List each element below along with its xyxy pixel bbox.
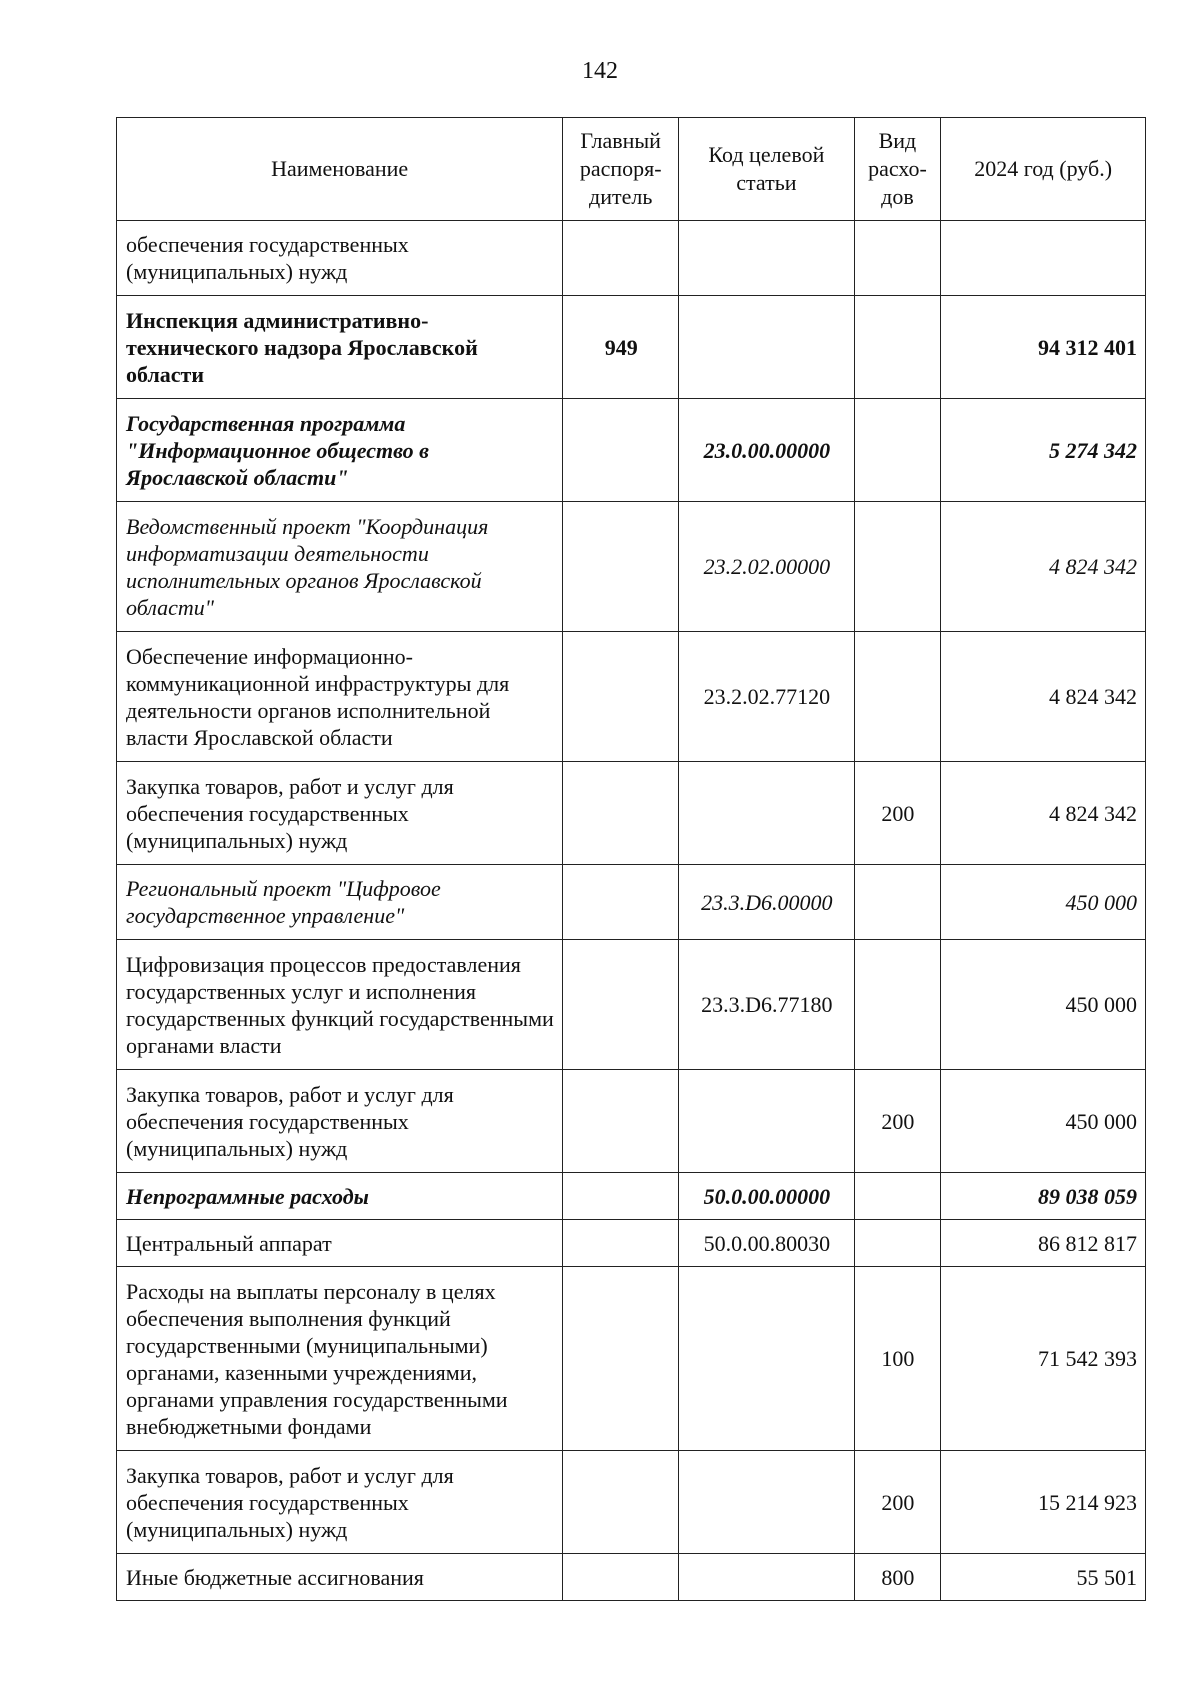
- cell-name: Региональный проект "Цифровое государственное управление": [117, 865, 563, 940]
- cell-code: 23.2.02.00000: [679, 502, 854, 632]
- cell-vid: [854, 865, 941, 940]
- cell-name: Цифровизация процессов предоставления государственных услуг и исполнения государственных функций государственными органами власти: [117, 940, 563, 1070]
- cell-grbs: [563, 1267, 679, 1451]
- cell-vid: 200: [854, 1451, 941, 1554]
- budget-table: [116, 117, 1146, 1601]
- cell-name: Обеспечение информационно-коммуникационной инфраструктуры для деятельности органов исполнительной власти Ярославской области: [117, 632, 563, 762]
- table-row: [117, 1451, 1146, 1554]
- cell-code: [679, 1554, 854, 1601]
- cell-code: [679, 296, 854, 399]
- cell-grbs: [563, 632, 679, 762]
- cell-name: Центральный аппарат: [117, 1220, 563, 1267]
- cell-amount: 94 312 401: [941, 296, 1146, 399]
- table-row: [117, 762, 1146, 865]
- table-row: [117, 940, 1146, 1070]
- table-row: [117, 1070, 1146, 1173]
- cell-amount: 15 214 923: [941, 1451, 1146, 1554]
- cell-vid: [854, 940, 941, 1070]
- table-row: [117, 1220, 1146, 1267]
- cell-code: 23.3.D6.00000: [679, 865, 854, 940]
- cell-amount: 450 000: [941, 940, 1146, 1070]
- cell-vid: 800: [854, 1554, 941, 1601]
- cell-grbs: [563, 1554, 679, 1601]
- cell-grbs: [563, 1451, 679, 1554]
- cell-amount: 71 542 393: [941, 1267, 1146, 1451]
- cell-amount: 55 501: [941, 1554, 1146, 1601]
- cell-vid: [854, 632, 941, 762]
- cell-grbs: [563, 1173, 679, 1220]
- cell-amount: 450 000: [941, 865, 1146, 940]
- cell-grbs: [563, 762, 679, 865]
- cell-code: 23.0.00.00000: [679, 399, 854, 502]
- table-row: [117, 1267, 1146, 1451]
- cell-vid: 200: [854, 762, 941, 865]
- table-row: [117, 502, 1146, 632]
- cell-code: [679, 1267, 854, 1451]
- cell-code: [679, 1451, 854, 1554]
- cell-amount: 4 824 342: [941, 632, 1146, 762]
- cell-vid: [854, 502, 941, 632]
- page-number: 142: [582, 58, 618, 84]
- cell-amount: 450 000: [941, 1070, 1146, 1173]
- header-grbs: Главный распоря-дитель: [563, 118, 679, 221]
- cell-vid: [854, 1173, 941, 1220]
- cell-grbs: [563, 221, 679, 296]
- cell-name: Инспекция административно-технического надзора Ярославской области: [117, 296, 563, 399]
- cell-vid: [854, 1220, 941, 1267]
- cell-name: обеспечения государственных (муниципальных) нужд: [117, 221, 563, 296]
- cell-grbs: [563, 940, 679, 1070]
- cell-name: Непрограммные расходы: [117, 1173, 563, 1220]
- cell-code: 23.3.D6.77180: [679, 940, 854, 1070]
- cell-name: Закупка товаров, работ и услуг для обеспечения государственных (муниципальных) нужд: [117, 762, 563, 865]
- cell-code: 50.0.00.00000: [679, 1173, 854, 1220]
- cell-code: [679, 221, 854, 296]
- cell-name: Иные бюджетные ассигнования: [117, 1554, 563, 1601]
- table-row: [117, 1173, 1146, 1220]
- cell-code: [679, 1070, 854, 1173]
- cell-amount: [941, 221, 1146, 296]
- cell-amount: 4 824 342: [941, 502, 1146, 632]
- cell-grbs: 949: [563, 296, 679, 399]
- cell-grbs: [563, 399, 679, 502]
- table-row: [117, 865, 1146, 940]
- cell-amount: 89 038 059: [941, 1173, 1146, 1220]
- cell-name: Расходы на выплаты персоналу в целях обеспечения выполнения функций государственными (муниципальными) органами, казенными учреждениями, органами управления государственными внебюджетными фондами: [117, 1267, 563, 1451]
- cell-name: Государственная программа "Информационное общество в Ярославской области": [117, 399, 563, 502]
- table-header-row: [117, 118, 1146, 221]
- cell-code: 50.0.00.80030: [679, 1220, 854, 1267]
- cell-amount: 4 824 342: [941, 762, 1146, 865]
- table-row: [117, 399, 1146, 502]
- cell-vid: [854, 221, 941, 296]
- cell-grbs: [563, 1070, 679, 1173]
- table-row: [117, 296, 1146, 399]
- cell-code: [679, 762, 854, 865]
- header-amount: 2024 год (руб.): [941, 118, 1146, 221]
- header-code: Код целевой статьи: [679, 118, 854, 221]
- cell-grbs: [563, 1220, 679, 1267]
- cell-name: Закупка товаров, работ и услуг для обеспечения государственных (муниципальных) нужд: [117, 1451, 563, 1554]
- cell-amount: 5 274 342: [941, 399, 1146, 502]
- cell-name: Ведомственный проект "Координация информатизации деятельности исполнительных органов Ярославской области": [117, 502, 563, 632]
- cell-vid: 200: [854, 1070, 941, 1173]
- header-name: Наименование: [117, 118, 563, 221]
- table-row: [117, 221, 1146, 296]
- table-row: [117, 1554, 1146, 1601]
- table-row: [117, 632, 1146, 762]
- cell-grbs: [563, 502, 679, 632]
- cell-name: Закупка товаров, работ и услуг для обеспечения государственных (муниципальных) нужд: [117, 1070, 563, 1173]
- cell-vid: [854, 296, 941, 399]
- cell-vid: 100: [854, 1267, 941, 1451]
- cell-grbs: [563, 865, 679, 940]
- cell-vid: [854, 399, 941, 502]
- cell-amount: 86 812 817: [941, 1220, 1146, 1267]
- header-vid: Вид расхо-дов: [854, 118, 941, 221]
- cell-code: 23.2.02.77120: [679, 632, 854, 762]
